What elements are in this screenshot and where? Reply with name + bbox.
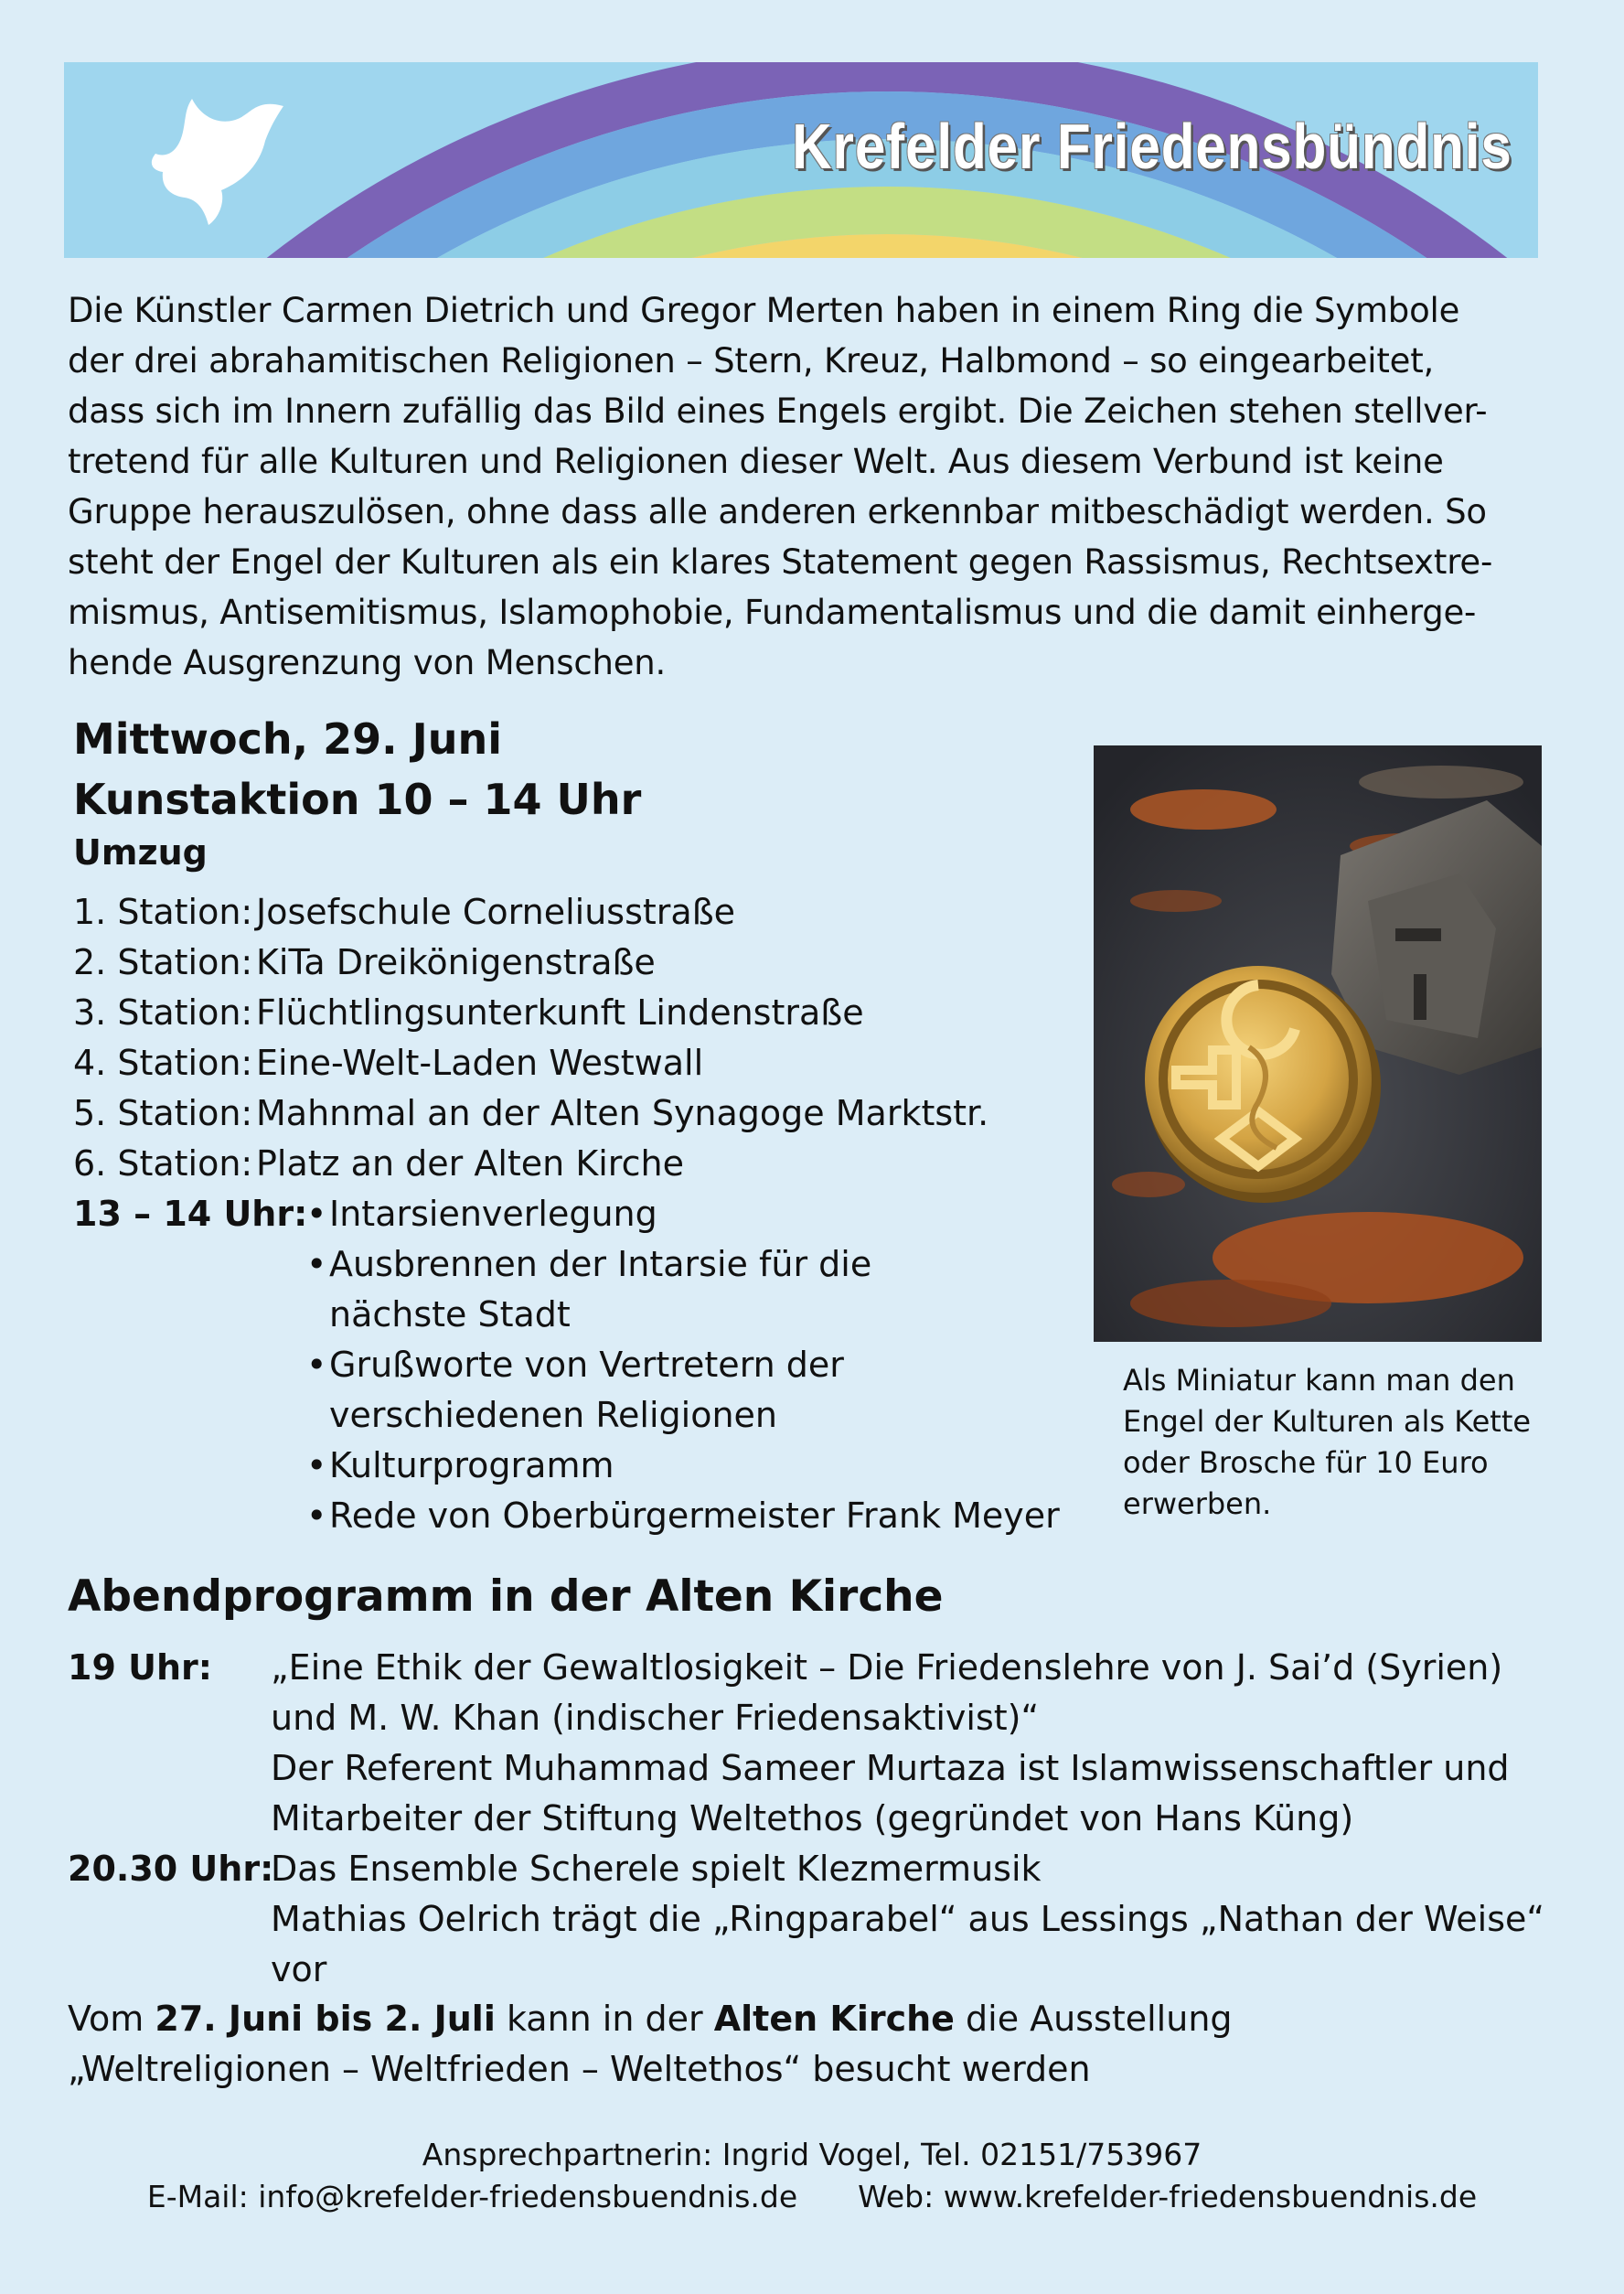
event-heading bbox=[73, 709, 641, 830]
evening-time: 20.30 Uhr: bbox=[68, 1849, 274, 1889]
evening-heading: Abendprogramm in der Alten Kirche bbox=[68, 1571, 944, 1622]
bullet: • bbox=[306, 1445, 327, 1485]
program-block bbox=[73, 1189, 1221, 1541]
program-item-text: Ausbrennen der Intarsie für die bbox=[329, 1244, 872, 1284]
station-text: Mahnmal an der Alten Synagoge Marktstr. bbox=[256, 1093, 989, 1133]
evening-item bbox=[68, 1844, 1549, 1995]
footer bbox=[0, 2134, 1624, 2218]
station-list bbox=[73, 887, 988, 1189]
station-row bbox=[73, 1038, 988, 1088]
exhibition-title: „Weltreligionen – Weltfrieden – Weltethos“ besucht werden bbox=[68, 2049, 1091, 2089]
intro-line: steht der Engel der Kulturen als ein klares Statement gegen Rassismus, Rechtsextre- bbox=[68, 542, 1493, 582]
station-text: KiTa Dreikönigenstraße bbox=[256, 942, 656, 982]
caption-line: Als Miniatur kann man den bbox=[1123, 1363, 1515, 1398]
program-item-text: verschiedenen Religionen bbox=[329, 1395, 777, 1435]
ring-photo-illustration bbox=[1094, 745, 1542, 1342]
footer-links bbox=[0, 2176, 1624, 2218]
exhibition-text: kann in der bbox=[495, 1999, 714, 2039]
intro-line: tretend für alle Kulturen und Religionen dieser Welt. Aus diesem Verbund ist keine bbox=[68, 442, 1444, 481]
evening-line: Das Ensemble Scherele spielt Klezmermusik bbox=[271, 1849, 1042, 1889]
footer-web[interactable]: Web: www.krefelder-friedensbuendnis.de bbox=[858, 2179, 1478, 2214]
caption-line: erwerben. bbox=[1123, 1486, 1272, 1521]
intro-line: Die Künstler Carmen Dietrich und Gregor Merten haben in einem Ring die Symbole bbox=[68, 291, 1460, 330]
program-item-text: Kulturprogramm bbox=[329, 1445, 614, 1485]
station-row bbox=[73, 887, 988, 938]
bullet: • bbox=[306, 1495, 327, 1536]
intro-line: dass sich im Innern zufällig das Bild eines Engels ergibt. Die Zeichen stehen stellver- bbox=[68, 391, 1488, 431]
exhibition-text: Vom bbox=[68, 1999, 155, 2039]
station-number: 3. Station: bbox=[73, 992, 253, 1033]
station-text: Eine-Welt-Laden Westwall bbox=[256, 1043, 704, 1083]
station-text: Flüchtlingsunterkunft Lindenstraße bbox=[256, 992, 864, 1033]
station-number: 1. Station: bbox=[73, 892, 253, 932]
caption-line: oder Brosche für 10 Euro bbox=[1123, 1445, 1489, 1480]
program-list bbox=[73, 1189, 1221, 1541]
exhibition-venue: Alten Kirche bbox=[713, 1999, 955, 2039]
station-row bbox=[73, 988, 988, 1038]
station-number: 5. Station: bbox=[73, 1093, 253, 1133]
station-number: 6. Station: bbox=[73, 1143, 253, 1184]
program-item bbox=[306, 1441, 1221, 1491]
evening-line: „Eine Ethik der Gewaltlosigkeit – Die Friedenslehre von J. Sai’d (Syrien) bbox=[271, 1647, 1503, 1688]
banner-title: Krefelder Friedensbündnis bbox=[792, 111, 1512, 182]
evening-line: vor bbox=[271, 1949, 327, 1989]
footer-email[interactable]: E-Mail: info@krefelder-friedensbuendnis.de bbox=[146, 2179, 798, 2214]
program-time: 13 – 14 Uhr: bbox=[73, 1194, 308, 1234]
program-item-text: Intarsienverlegung bbox=[329, 1194, 657, 1234]
evening-item bbox=[68, 1643, 1549, 1844]
footer-contact: Ansprechpartnerin: Ingrid Vogel, Tel. 02151/753967 bbox=[422, 2137, 1202, 2172]
station-text: Josefschule Corneliusstraße bbox=[256, 892, 736, 932]
station-number: 2. Station: bbox=[73, 942, 253, 982]
bullet: • bbox=[306, 1194, 327, 1234]
station-number: 4. Station: bbox=[73, 1043, 253, 1083]
photo-caption bbox=[1123, 1360, 1544, 1525]
program-item-text: Rede von Oberbürgermeister Frank Meyer bbox=[329, 1495, 1060, 1536]
station-row bbox=[73, 938, 988, 988]
exhibition-dates: 27. Juni bis 2. Juli bbox=[155, 1999, 496, 2039]
evening-line: Mitarbeiter der Stiftung Weltethos (gegründet von Hans Küng) bbox=[271, 1798, 1354, 1838]
program-item bbox=[306, 1290, 1221, 1340]
program-item bbox=[306, 1189, 1221, 1239]
event-date: Mittwoch, 29. Juni bbox=[73, 714, 503, 764]
evening-line: und M. W. Khan (indischer Friedensaktivist)“ bbox=[271, 1698, 1040, 1738]
exhibition-text: die Ausstellung bbox=[954, 1999, 1233, 2039]
evening-time: 19 Uhr: bbox=[68, 1647, 212, 1688]
station-row bbox=[73, 1088, 988, 1139]
evening-line: Mathias Oelrich trägt die „Ringparabel“ aus Lessings „Nathan der Weise“ bbox=[271, 1899, 1545, 1939]
bullet: • bbox=[306, 1244, 327, 1284]
caption-line: Engel der Kulturen als Kette bbox=[1123, 1404, 1532, 1439]
station-row bbox=[73, 1139, 988, 1189]
program-item bbox=[306, 1390, 1221, 1441]
program-item bbox=[306, 1491, 1221, 1541]
event-action: Kunstaktion 10 – 14 Uhr bbox=[73, 775, 642, 824]
exhibition-note bbox=[68, 1994, 1233, 2095]
intro-line: hende Ausgrenzung von Menschen. bbox=[68, 643, 667, 682]
intro-line: mismus, Antisemitismus, Islamophobie, Fundamentalismus und die damit einherge- bbox=[68, 593, 1477, 632]
program-item bbox=[306, 1340, 1221, 1390]
bullet: • bbox=[306, 1345, 327, 1385]
evening-program bbox=[68, 1643, 1549, 1995]
exhibition-line bbox=[68, 1994, 1233, 2044]
evening-line: Der Referent Muhammad Sameer Murtaza ist Islamwissenschaftler und bbox=[271, 1748, 1510, 1788]
intro-line: Gruppe herauszulösen, ohne dass alle anderen erkennbar mitbeschädigt werden. So bbox=[68, 492, 1487, 531]
program-item-text: Grußworte von Vertretern der bbox=[329, 1345, 844, 1385]
program-item-text: nächste Stadt bbox=[329, 1294, 571, 1335]
ring-photo bbox=[1094, 745, 1542, 1342]
banner bbox=[64, 62, 1538, 258]
umzug-heading: Umzug bbox=[73, 832, 208, 873]
intro-paragraph bbox=[68, 285, 1549, 688]
intro-line: der drei abrahamitischen Religionen – Stern, Kreuz, Halbmond – so eingearbeitet, bbox=[68, 341, 1435, 381]
program-item bbox=[306, 1239, 1221, 1290]
dove-icon bbox=[152, 99, 283, 225]
station-text: Platz an der Alten Kirche bbox=[256, 1143, 684, 1184]
